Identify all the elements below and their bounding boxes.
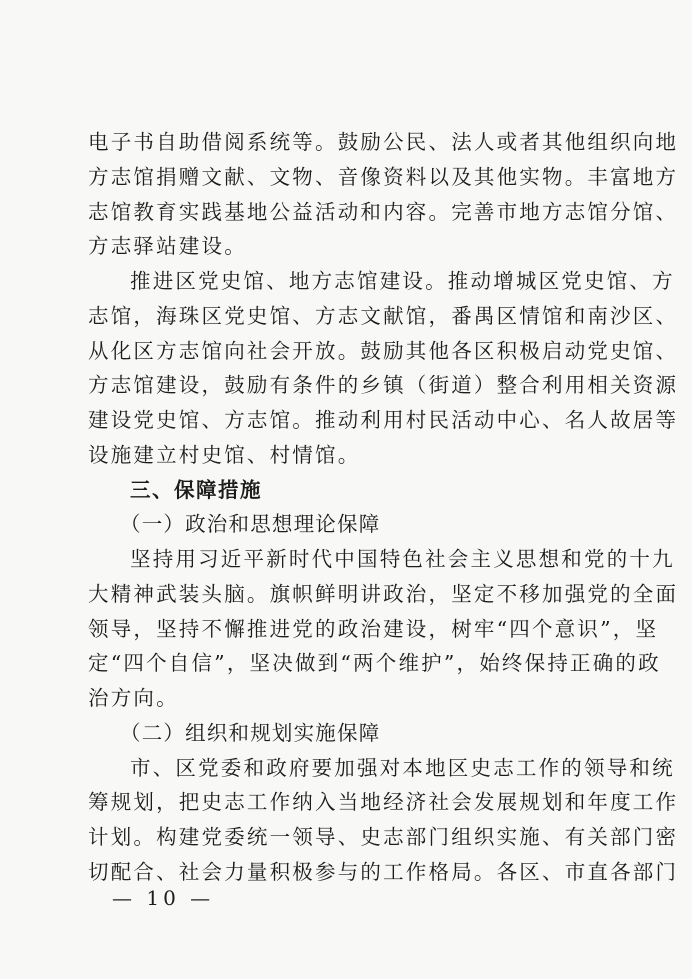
subsection-heading: （一）政治和思想理论保障 [120,512,381,537]
text-line: 切配合、社会力量积极参与的工作格局。各区、市直各部门 [88,860,679,884]
text-line: 方志馆建设，鼓励有条件的乡镇（街道）整合利用相关资源 [88,373,679,398]
text-line: 领导，坚持不懈推进党的政治建设，树牢“四个意识”，坚 [88,616,659,641]
text-line: 志馆教育实践基地公益活动和内容。完善市地方志馆分馆、 [88,199,679,224]
text-line: 电子书自助借阅系统等。鼓励公民、法人或者其他组织向地 [88,130,679,154]
subsection-heading: （二）组织和规划实施保障 [120,720,381,745]
text-line: 筹规划，把史志工作纳入当地经济社会发展规划和年度工作 [88,790,679,815]
text-line: 设施建立村史馆、村情馆。 [88,442,361,467]
paragraph-start-line: 市、区党委和政府要加强对本地区史志工作的领导和统 [130,755,675,780]
section-heading: 三、保障措施 [130,477,262,502]
paragraph-start-line: 坚持用习近平新时代中国特色社会主义思想和党的十九 [130,547,675,572]
text-line: 建设党史馆、方志馆。推动利用村民活动中心、名人故居等 [88,408,679,433]
paragraph-start-line: 推进区党史馆、地方志馆建设。推动增城区党史馆、方 [130,269,675,294]
text-line: 志馆，海珠区党史馆、方志文献馆，番禺区情馆和南沙区、 [88,303,679,328]
text-line: 方志馆捐赠文献、文物、音像资料以及其他实物。丰富地方 [88,164,679,189]
page-number: — 10 — [112,886,215,910]
text-line: 从化区方志馆向社会开放。鼓励其他各区积极启动党史馆、 [88,338,679,363]
text-line: 治方向。 [88,686,179,711]
text-line: 计划。构建党委统一领导、史志部门组织实施、有关部门密 [88,825,679,850]
text-line: 定“四个自信”，坚决做到“两个维护”，始终保持正确的政 [88,651,661,676]
text-line: 方志驿站建设。 [88,234,247,259]
text-line: 大精神武装头脑。旗帜鲜明讲政治，坚定不移加强党的全面 [88,581,679,606]
